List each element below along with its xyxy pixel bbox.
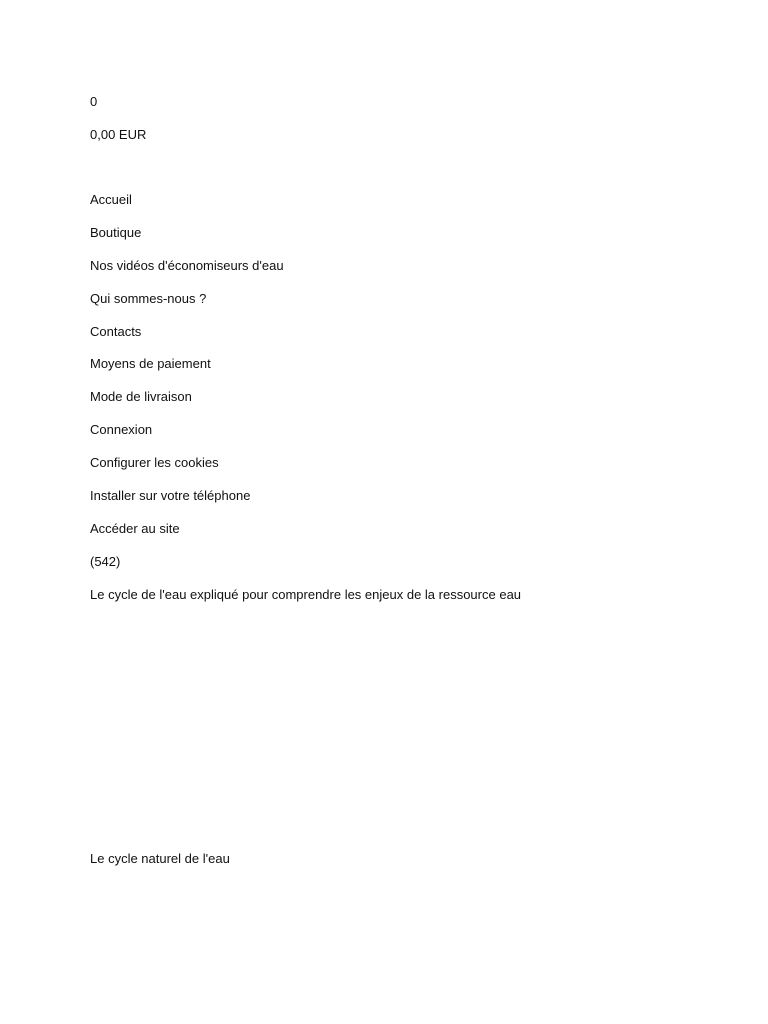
nav-item-contacts[interactable]: Contacts — [90, 324, 142, 339]
article-title: Le cycle de l'eau expliqué pour comprendre les enjeux de la ressource eau — [90, 587, 522, 602]
nav-item-videos[interactable]: Nos vidéos d'économiseurs d'eau — [90, 258, 284, 273]
nav-item-delivery[interactable]: Mode de livraison — [90, 389, 192, 404]
cart-total[interactable]: 0,00 EUR — [90, 127, 147, 142]
nav-item-accueil[interactable]: Accueil — [90, 192, 132, 207]
nav-item-payment[interactable]: Moyens de paiement — [90, 356, 211, 371]
nav-item-login[interactable]: Connexion — [90, 422, 153, 437]
nav-item-boutique[interactable]: Boutique — [90, 225, 142, 240]
cart-count[interactable]: 0 — [90, 94, 98, 109]
nav-item-install-app[interactable]: Installer sur votre téléphone — [90, 488, 251, 503]
nav-item-about[interactable]: Qui sommes-nous ? — [90, 291, 207, 306]
nav-item-cookies[interactable]: Configurer les cookies — [90, 455, 219, 470]
reviews-count-link[interactable]: (542) — [90, 554, 121, 569]
section-heading: Le cycle naturel de l'eau — [90, 851, 230, 866]
nav-item-access-site[interactable]: Accéder au site — [90, 521, 180, 536]
